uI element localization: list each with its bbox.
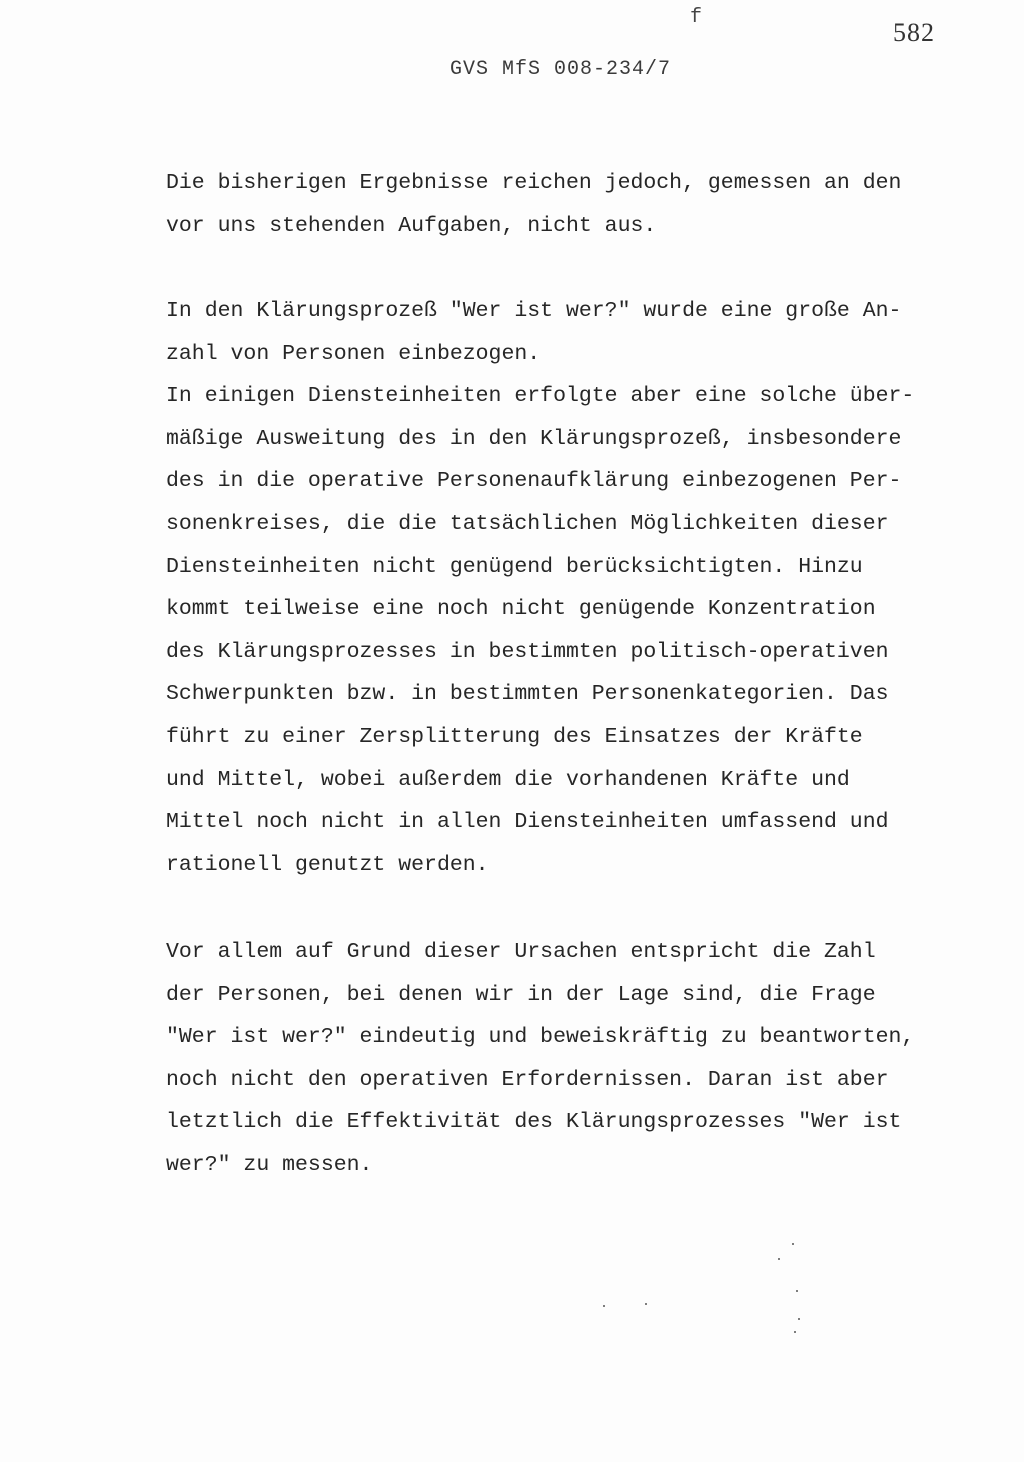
text-line: "Wer ist wer?" eindeutig und beweiskräftig zu beantworten, — [166, 1025, 915, 1050]
scan-speck — [794, 1331, 796, 1333]
scan-speck — [778, 1258, 780, 1260]
text-line: Mittel noch nicht in allen Diensteinheiten umfassend und — [166, 810, 889, 835]
text-line: des in die operative Personenaufklärung einbezogenen Per- — [166, 469, 902, 494]
paragraph-2 — [166, 290, 956, 886]
text-line: vor uns stehenden Aufgaben, nicht aus. — [166, 213, 657, 238]
handwritten-margin-mark: f — [690, 6, 703, 29]
text-line: In einigen Diensteinheiten erfolgte aber eine solche über- — [166, 384, 915, 409]
text-line: und Mittel, wobei außerdem die vorhandenen Kräfte und — [166, 767, 850, 792]
paragraph-3 — [166, 931, 956, 1187]
text-line: Die bisherigen Ergebnisse reichen jedoch, gemessen an den — [166, 171, 902, 195]
text-line: führt zu einer Zersplitterung des Einsatzes der Kräfte — [166, 724, 863, 749]
text-line: Schwerpunkten bzw. in bestimmten Personenkategorien. Das — [166, 682, 889, 707]
text-line: rationell genutzt werden. — [166, 852, 489, 877]
text-line: zahl von Personen einbezogen. — [166, 341, 541, 366]
text-line: des Klärungsprozesses in bestimmten politisch-operativen — [166, 639, 889, 664]
scan-speck — [645, 1303, 647, 1305]
text-line: In den Klärungsprozeß "Wer ist wer?" wurde eine große An- — [166, 299, 902, 323]
page-number: 582 — [893, 18, 935, 47]
text-line: sonenkreises, die die tatsächlichen Möglichkeiten dieser — [166, 511, 889, 536]
text-line: kommt teilweise eine noch nicht genügende Konzentration — [166, 597, 876, 622]
document-reference-header: GVS MfS 008-234/7 — [450, 58, 672, 81]
text-line: letztlich die Effektivität des Klärungsprozesses "Wer ist — [166, 1110, 902, 1135]
scan-speck — [798, 1318, 800, 1320]
text-line: wer?" zu messen. — [166, 1152, 373, 1177]
text-line: Vor allem auf Grund dieser Ursachen entspricht die Zahl — [166, 940, 876, 964]
scan-speck — [603, 1305, 605, 1307]
text-line: der Personen, bei denen wir in der Lage sind, die Frage — [166, 982, 876, 1007]
scan-speck — [792, 1243, 794, 1245]
text-line: mäßige Ausweitung des in den Klärungsprozeß, insbesondere — [166, 426, 902, 451]
text-line: Diensteinheiten nicht genügend berücksichtigten. Hinzu — [166, 554, 863, 579]
paragraph-1 — [166, 162, 956, 247]
scan-speck — [796, 1290, 798, 1292]
text-line: noch nicht den operativen Erfordernissen. Daran ist aber — [166, 1067, 889, 1092]
